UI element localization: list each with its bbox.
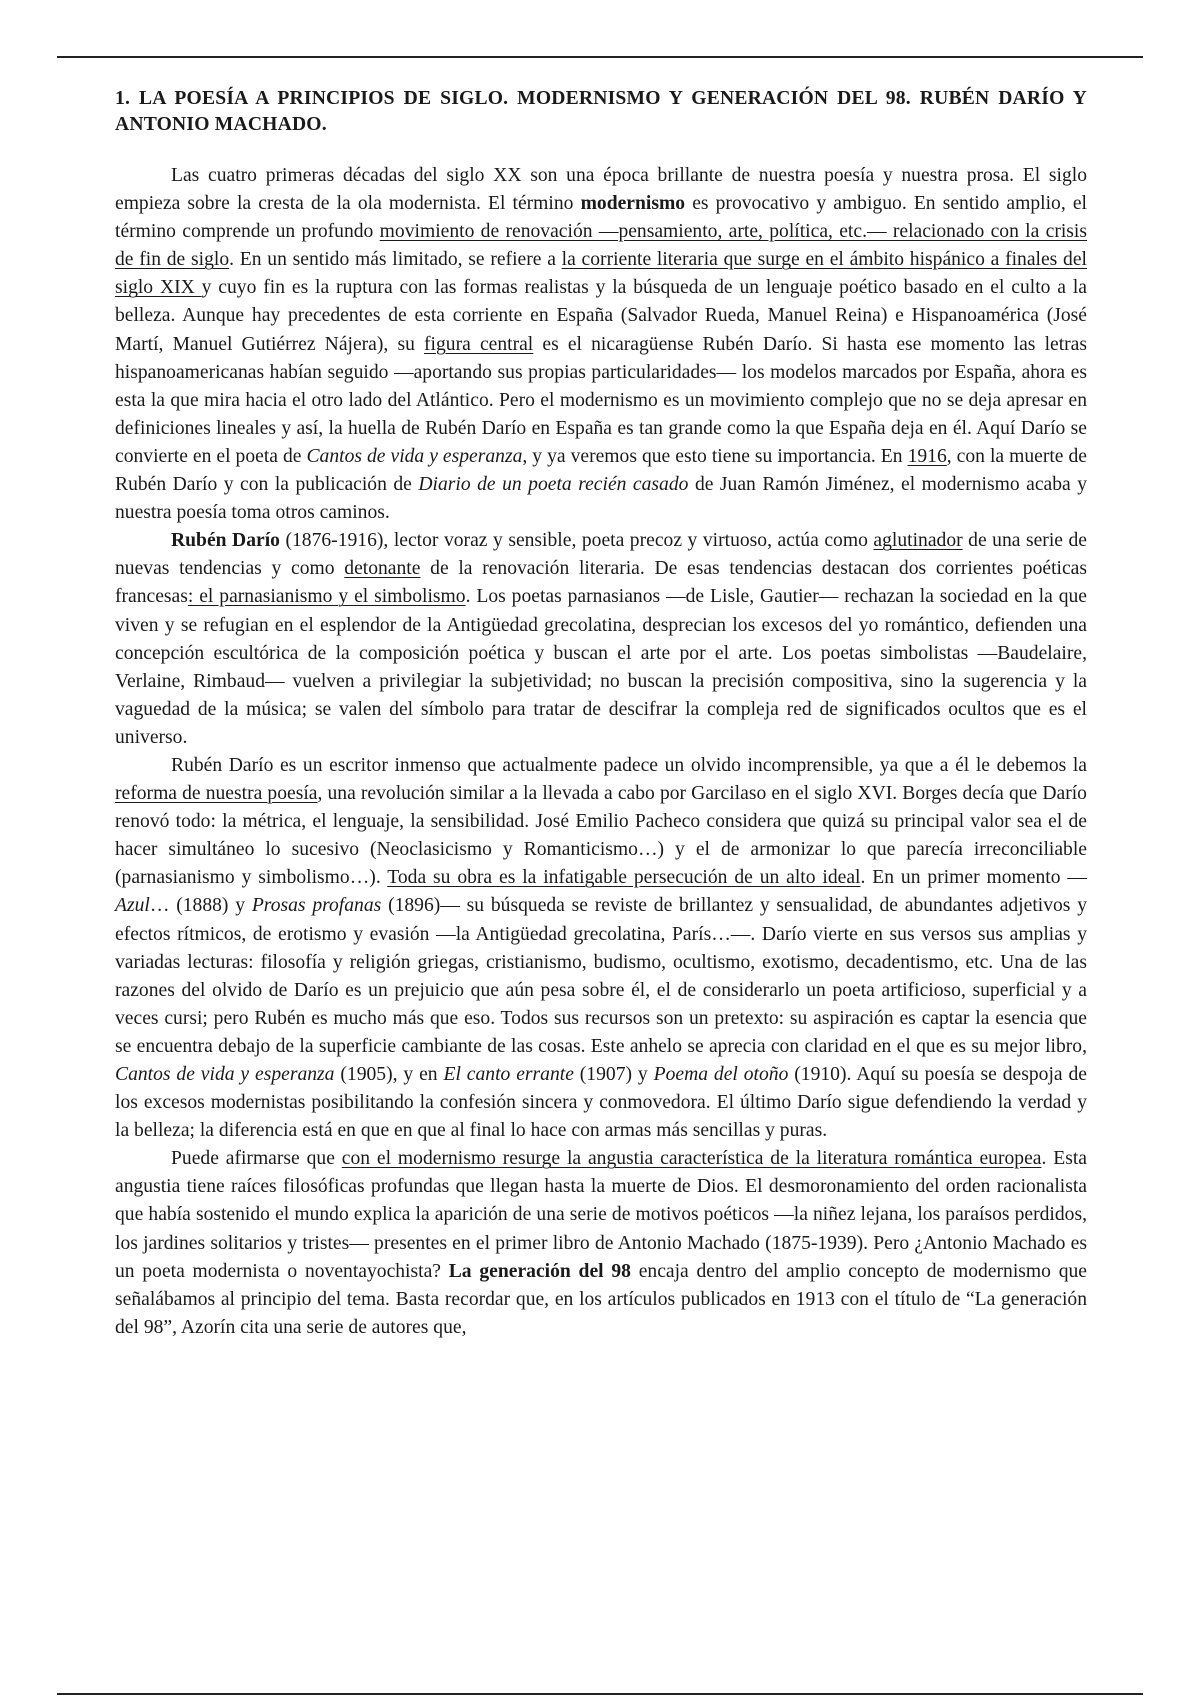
book-title: Cantos de vida y esperanza xyxy=(115,1064,335,1085)
underlined-phrase: detonante xyxy=(344,558,421,580)
underlined-phrase: 1916 xyxy=(907,445,947,467)
book-title: Poema del otoño xyxy=(653,1064,789,1085)
section-heading: 1. LA POESÍA A PRINCIPIOS DE SIGLO. MODERNISMO Y GENERACIÓN DEL 98. RUBÉN DARÍO Y ANTONIO MACHADO. xyxy=(115,88,1087,135)
underlined-phrase: reforma de nuestra poesía xyxy=(115,783,318,805)
underlined-phrase: con el modernismo resurge la angustia característica de la literatura romántica europea xyxy=(341,1148,1042,1170)
paragraph-modernismo: Las cuatro primeras décadas del siglo XX son una época brillante de nuestra poesía y nuestra prosa. El siglo empieza sobre la cresta de la ola modernista. El término modernismo es provocativo y ambiguo. En sentido amplio, el término comprende un profundo movimiento de renovación —pensamiento, arte, política, etc.— relacionado con la crisis de fin de siglo. En un sentido más limitado, se refiere a la corriente literaria que surge en el ámbito hispánico a finales del siglo XIX y cuyo fin es la ruptura con las formas realistas y la búsqueda de un lenguaje poético basado en el culto a la belleza. Aunque hay precedentes de esta corriente en España (Salvador Rueda, Manuel Reina) e Hispanoamérica (José Martí, Manuel Gutiérrez Nájera), su figura central es el nicaragüense Rubén Darío. Si hasta ese momento las letras hispanoamericanas habían seguido —aportando sus propias particularidades— los modelos marcados por España, ahora es esta la que mira hacia el otro lado del Atlántico. Pero el modernismo es un movimiento complejo que no se deja apresar en definiciones lineales y así, la huella de Rubén Darío en España es tan grande como la que España deja en él. Aquí Darío se convierte en el poeta de Cantos de vida y esperanza, y ya veremos que esto tiene su importancia. En 1916, con la muerte de Rubén Darío y con la publicación de Diario de un poeta recién casado de Juan Ramón Jiménez, el modernismo acaba y nuestra poesía toma otros caminos. xyxy=(115,165,1088,524)
book-title: Cantos de vida y esperanza xyxy=(306,445,523,467)
book-title: Azul xyxy=(115,895,150,917)
bottom-rule xyxy=(57,1693,1143,1695)
top-rule xyxy=(57,56,1143,58)
paragraph-ruben-dario: Rubén Darío (1876-1916), lector voraz y sensible, poeta precoz y virtuoso, actúa como aglutinador de una serie de nuevas tendencias y como detonante de la renovación literaria. De esas tendencias destacan dos corrientes poéticas francesas: el parnasianismo y el simbolismo. Los poetas parnasianos —de Lisle, Gautier— rechazan la sociedad en la que viven y se refugian en el esplendor de la Antigüedad grecolatina, desprecian los excesos del yo romántico, defienden una concepción escultórica de la composición poética y buscan el arte por el arte. Los poetas simbolistas —Baudelaire, Verlaine, Rimbaud— vuelven a privilegiar la subjetividad; no buscan la precisión compositiva, sino la sugerencia y la vaguedad de la música; se valen del símbolo para tratar de descifrar la compleja red de significados ocultos que es el universo. xyxy=(115,530,1087,748)
document-page xyxy=(115,86,1087,1342)
paragraph-generacion-98: Puede afirmarse que con el modernismo resurge la angustia característica de la literatura romántica europea. Esta angustia tiene raíces filosóficas profundas que llegan hasta la muerte de Dios. El desmoronamiento del orden racionalista que había sostenido el mundo explica la aparición de una serie de motivos poéticos —la niñez lejana, los paraísos perdidos, los jardines solitarios y tristes— presentes en el primer libro de Antonio Machado (1875-1939). Pero ¿Antonio Machado es un poeta modernista o noventayochista? La generación del 98 encaja dentro del amplio concepto de modernismo que señalábamos al principio del tema. Basta recordar que, en los artículos publicados en 1913 con el título de “La generación del 98”, Azorín cita una serie de autores que, xyxy=(115,1148,1087,1338)
underlined-phrase: figura central xyxy=(424,333,534,355)
bold-term: modernismo xyxy=(580,193,686,215)
book-title: El canto errante xyxy=(443,1064,574,1085)
paragraph-dario-obra: Rubén Darío es un escritor inmenso que actualmente padece un olvido incomprensible, ya que a él le debemos la reforma de nuestra poesía, una revolución similar a la llevada a cabo por Garcilaso en el siglo XVI. Borges decía que Darío renovó todo: la métrica, el lenguaje, la sensibilidad. José Emilio Pacheco considera que quizá su principal valor sea el de hacer simultáneo lo sucesivo (Neoclasicismo y Romanticismo…) y el de armonizar lo que parecía irreconciliable (parnasianismo y simbolismo…). Toda su obra es la infatigable persecución de un alto ideal. En un primer momento —Azul… (1888) y Prosas profanas (1896)— su búsqueda se reviste de brillantez y sensualidad, de abundantes adjetivos y efectos rítmicos, de erotismo y evasión —la Antigüedad grecolatina, París…—. Darío vierte en sus versos sus amplias y variadas lecturas: filosofía y religión griegas, cristianismo, budismo, ocultismo, exotismo, decadentismo, etc. Una de las razones del olvido de Darío es un prejuicio que aún pesa sobre él, el de considerarlo un poeta artificioso, superficial y a veces cursi; pero Rubén es mucho más que eso. Todos sus recursos son un pretexto: su aspiración es captar la esencia que se encuentra debajo de la superficie cambiante de las cosas. Este anhelo se aprecia con claridad en el que es su mejor libro, Cantos de vida y esperanza (1905), y en El canto errante (1907) y Poema del otoño (1910). Aquí su poesía se despoja de los excesos modernistas posibilitando la confesión sincera y conmovedora. El último Darío sigue defendiendo la verdad y la belleza; la diferencia está en que en que al final lo hace con armas más sencillas y puras. xyxy=(115,754,1088,1142)
underlined-phrase: aglutinador xyxy=(873,530,963,552)
bold-term: Rubén Darío xyxy=(171,530,280,552)
underlined-phrase: la corriente literaria que surge en el ámbito hispánico a finales del siglo XIX xyxy=(115,249,1087,299)
underlined-phrase: movimiento de renovación —pensamiento, arte, política, etc.— relacionado con la crisis de fin de siglo xyxy=(115,221,1087,271)
underlined-phrase: : el parnasianismo y el simbolismo xyxy=(187,586,466,608)
underlined-phrase: Toda su obra es la infatigable persecución de un alto ideal xyxy=(387,867,861,889)
book-title: Diario de un poeta recién casado xyxy=(418,474,689,496)
book-title: Prosas profanas xyxy=(251,895,382,917)
bold-term: La generación del 98 xyxy=(448,1260,631,1282)
